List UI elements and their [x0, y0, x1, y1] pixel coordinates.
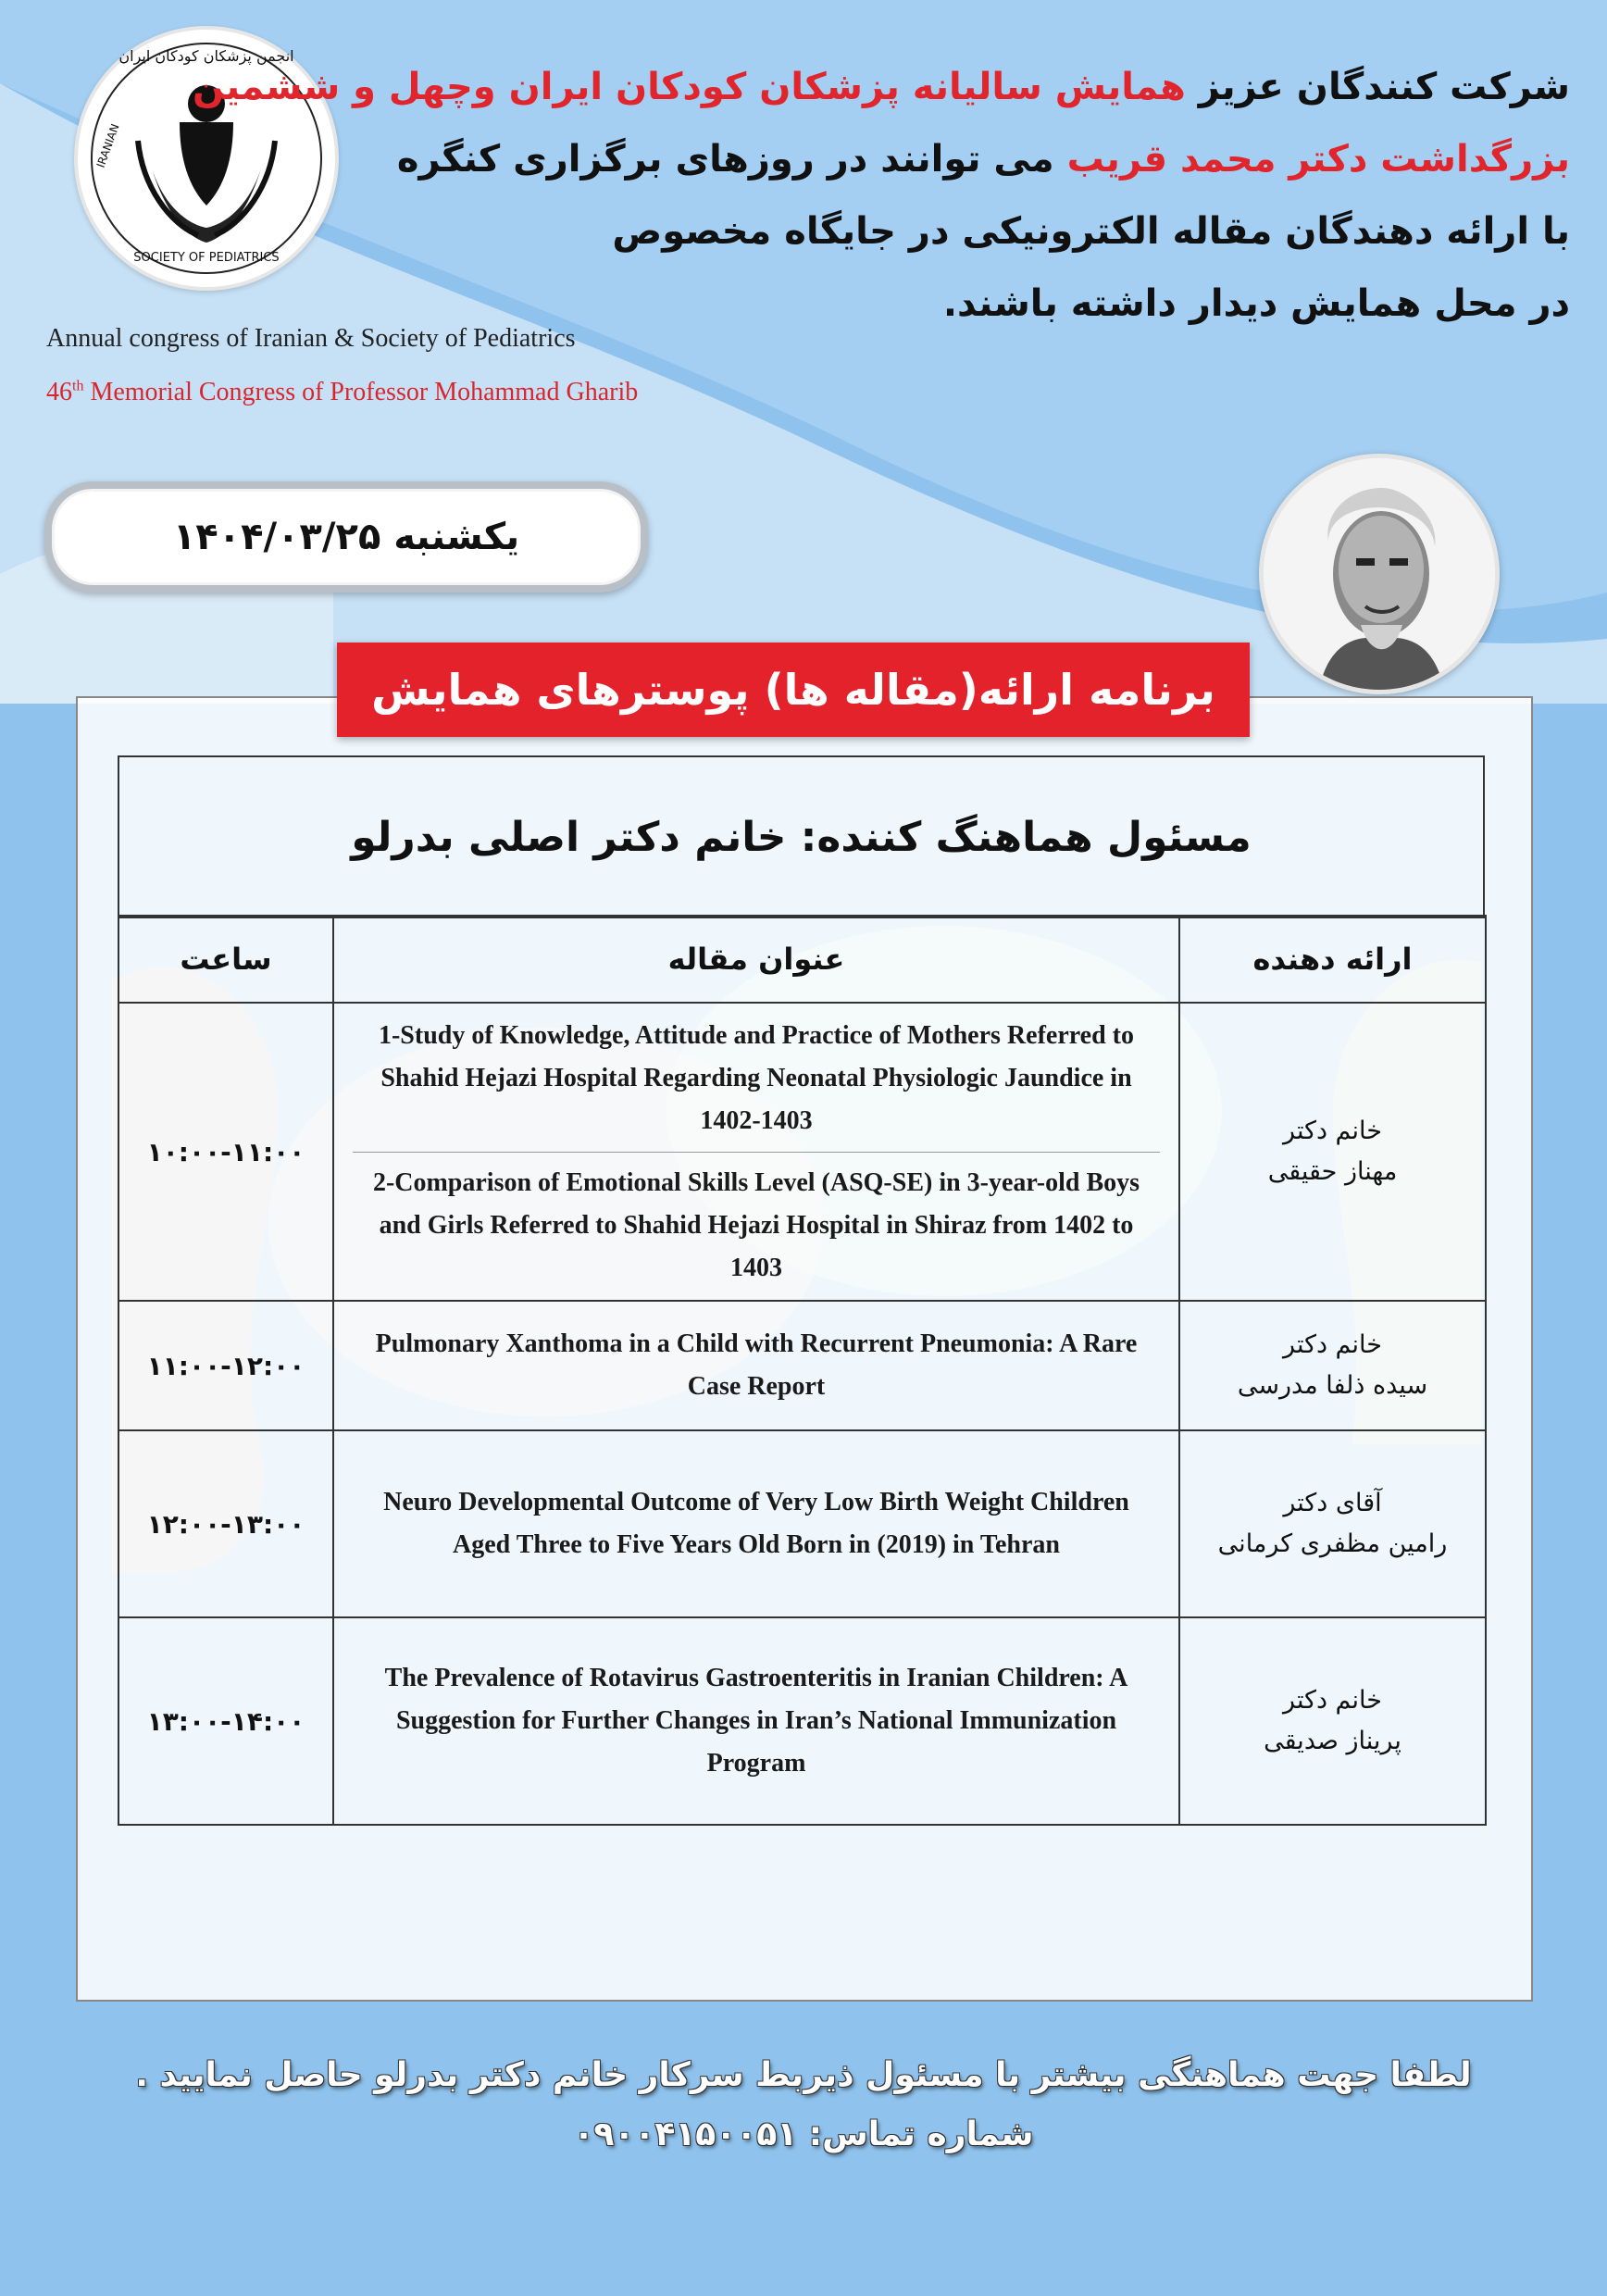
header-presenter: ارائه دهنده — [1179, 916, 1486, 1003]
table-row — [118, 1617, 1486, 1825]
memorial-number: 46 — [46, 378, 72, 406]
presenter-name: پریناز صدیقی — [1264, 1727, 1401, 1755]
header-line-1 — [192, 51, 1570, 123]
schedule-table — [118, 915, 1487, 1826]
time-cell: ۱۳:۰۰-۱۴:۰۰ — [118, 1617, 333, 1825]
english-memorial-title — [46, 378, 731, 407]
paper-title: 2-Comparison of Emotional Skills Level (ASQ-SE) in 3-year-old Boys and Girls Referred to Shahid Hejazi Hospital in Shiraz from 1402 to 1403 — [353, 1152, 1160, 1299]
presenter-name: رامین مظفری کرمانی — [1217, 1529, 1448, 1558]
presenter-cell — [1179, 1617, 1486, 1825]
time-cell: ۱۲:۰۰-۱۳:۰۰ — [118, 1430, 333, 1617]
coordinator-title: مسئول هماهنگ کننده: خانم دکتر اصلی بدرلو — [118, 755, 1485, 918]
time-cell: ۱۰:۰۰-۱۱:۰۰ — [118, 1003, 333, 1301]
header-time: ساعت — [118, 916, 333, 1003]
logo-arc-text: انجمن پزشکان کودکان ایران — [118, 47, 294, 65]
memorial-suffix: th — [72, 378, 84, 394]
presenter-title: خانم دکتر — [1283, 1330, 1382, 1359]
header-line-1b: همایش سالیانه پزشکان کودکان ایران وچهل و ششمین — [192, 66, 1186, 108]
header-line-3: با ارائه دهندگان مقاله الکترونیکی در جایگاه مخصوص — [612, 210, 1570, 253]
paper-title: Neuro Developmental Outcome of Very Low Birth Weight Children Aged Three to Five Years Old Born in (2019) in Tehran — [333, 1430, 1179, 1617]
presenter-cell — [1179, 1301, 1486, 1430]
header-line-2 — [396, 123, 1570, 195]
memorial-rest: Memorial Congress of Professor Mohammad Gharib — [83, 378, 639, 406]
presenter-cell — [1179, 1003, 1486, 1301]
time-cell: ۱۱:۰۰-۱۲:۰۰ — [118, 1301, 333, 1430]
professor-portrait-icon — [1259, 454, 1500, 694]
english-congress-title: Annual congress of Iranian & Society of Pediatrics — [46, 324, 576, 353]
header-line-2b: می توانند در روزهای برگزاری کنگره — [396, 138, 1067, 181]
presenter-name: مهناز حقیقی — [1267, 1157, 1398, 1186]
header-line-1a: شرکت کنندگان عزیز — [1185, 66, 1570, 108]
presenter-cell — [1179, 1430, 1486, 1617]
table-row — [118, 1003, 1486, 1301]
footer-contact — [0, 2046, 1607, 2165]
presenter-name: سیده ذلفا مدرسی — [1237, 1371, 1428, 1400]
table-header-row — [118, 916, 1486, 1003]
footer-note: لطفا جهت هماهنگی بیشتر با مسئول ذیربط سرکار خانم دکتر بدرلو حاصل نمایید . — [135, 2056, 1472, 2094]
header-title: عنوان مقاله — [333, 916, 1179, 1003]
footer-phone: شماره تماس: ۰۹۰۰۴۱۵۰۰۵۱ — [573, 2115, 1034, 2153]
presenter-title: خانم دکتر — [1283, 1686, 1382, 1715]
table-row — [118, 1301, 1486, 1430]
table-row — [118, 1430, 1486, 1617]
paper-title: 1-Study of Knowledge, Attitude and Practice of Mothers Referred to Shahid Hejazi Hospital Regarding Neonatal Physiologic Jaundice in 1402-1403 — [378, 1020, 1134, 1135]
paper-title: The Prevalence of Rotavirus Gastroenteritis in Iranian Children: A Suggestion for Further Changes in Iran’s National Immunization Program — [333, 1617, 1179, 1825]
header-line-4: در محل همایش دیدار داشته باشند. — [942, 282, 1570, 325]
program-banner: برنامه ارائه(مقاله ها) پوسترهای همایش — [337, 643, 1250, 737]
logo-side-text: IRANIAN — [93, 121, 122, 170]
presenter-title: خانم دکتر — [1283, 1117, 1382, 1145]
presenter-title: آقای دکتر — [1283, 1489, 1382, 1517]
header-line-2a: بزرگداشت دکتر محمد قریب — [1066, 138, 1570, 181]
title-cell — [333, 1003, 1179, 1301]
date-pill: یکشنبه ۱۴۰۴/۰۳/۲۵ — [44, 481, 648, 593]
paper-title: Pulmonary Xanthoma in a Child with Recurrent Pneumonia: A Rare Case Report — [333, 1301, 1179, 1430]
logo-bottom-text: SOCIETY OF PEDIATRICS — [133, 251, 280, 265]
